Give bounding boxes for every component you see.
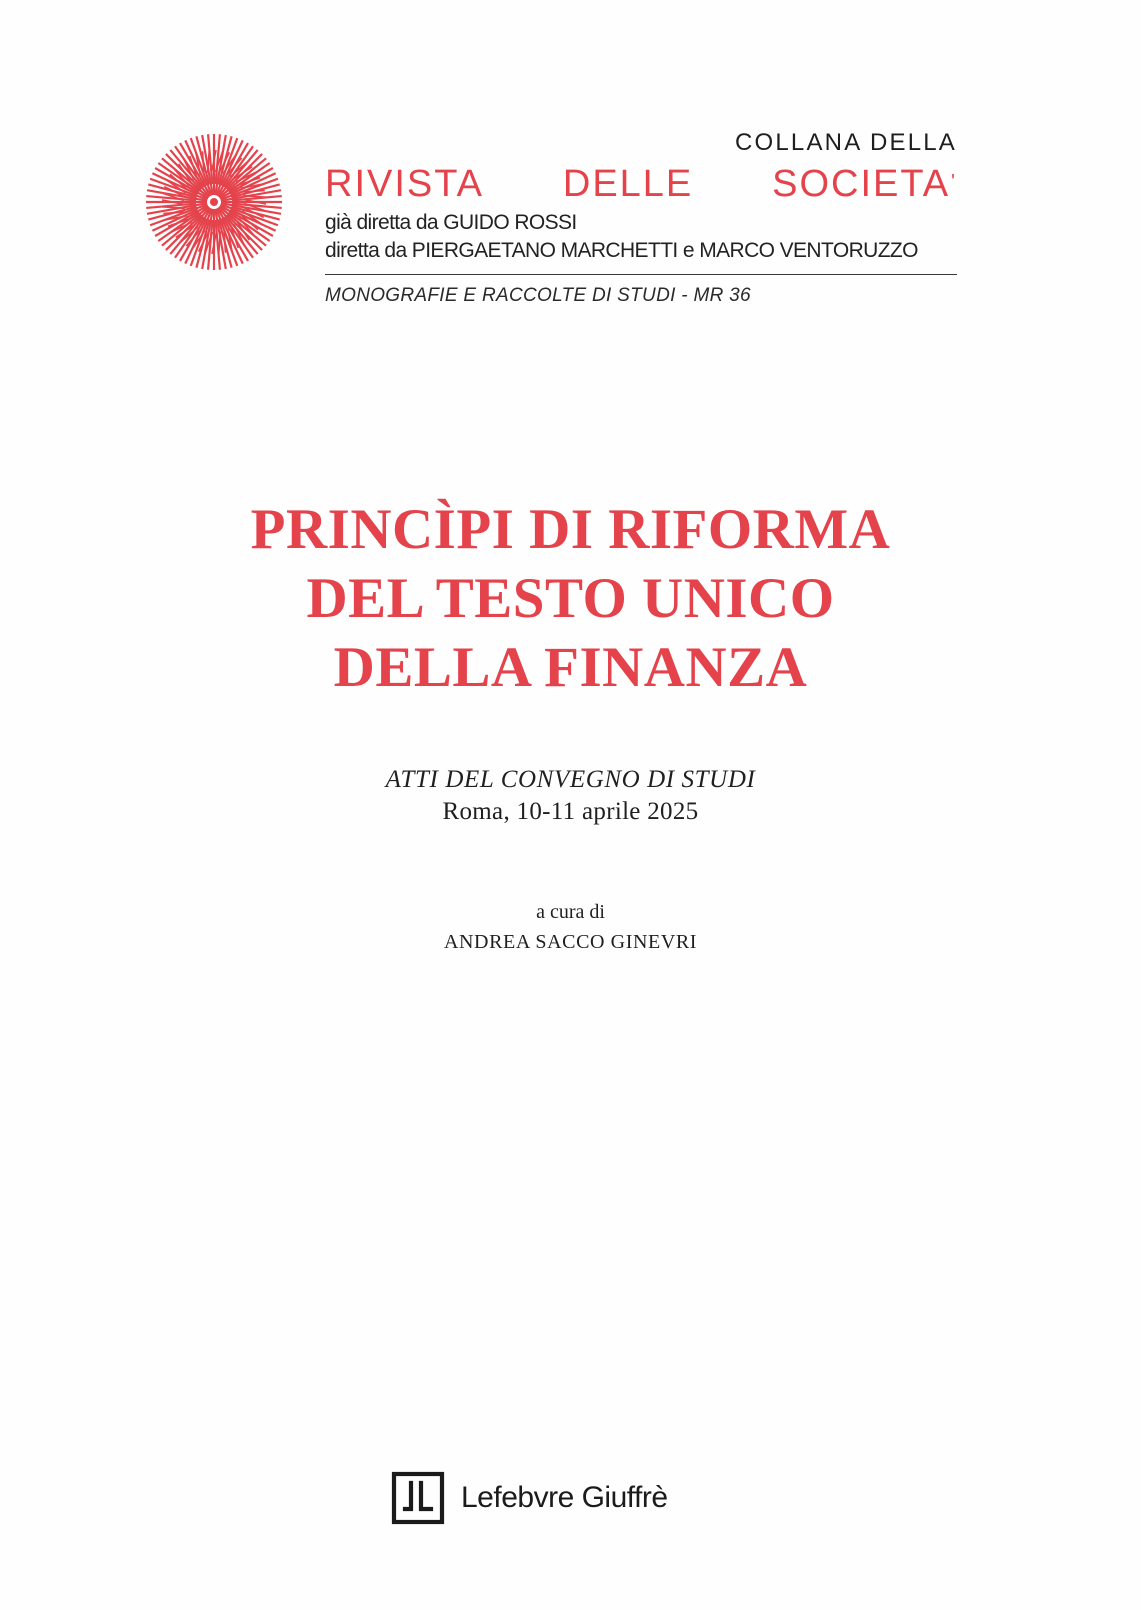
header-divider — [325, 274, 957, 275]
book-title-line-1: PRINCÌPI DI RIFORMA — [250, 498, 891, 561]
journal-title-word-1: RIVISTA — [325, 163, 484, 205]
conference-proceedings-label: ATTI DEL CONVEGNO DI STUDI — [385, 766, 756, 793]
book-editor — [0, 897, 1141, 957]
lefebvre-giuffre-logo-icon — [391, 1471, 445, 1525]
series-collana-label: COLLANA DELLA — [734, 129, 957, 156]
sunburst-emblem-icon — [143, 131, 285, 273]
book-title-line-3: DELLA FINANZA — [333, 636, 808, 699]
series-journal-title — [325, 162, 957, 206]
series-directors — [325, 209, 957, 265]
book-title-line-2: DEL TESTO UNICO — [306, 567, 835, 630]
journal-title-apostrophe: ' — [951, 171, 957, 193]
publisher-name: Lefebvre Giuffrè — [461, 1481, 668, 1514]
book-title — [0, 495, 1141, 702]
series-number: MONOGRAFIE E RACCOLTE DI STUDI - MR 36 — [325, 285, 751, 306]
book-subtitle — [0, 765, 1141, 829]
conference-place-date: Roma, 10-11 aprile 2025 — [442, 798, 699, 825]
journal-title-word-3 — [772, 162, 957, 206]
series-header — [325, 128, 957, 308]
journal-title-word-2: DELLE — [562, 163, 694, 205]
directors-line: diretta da PIERGAETANO MARCHETTI e MARCO VENTORUZZO — [325, 239, 918, 262]
journal-title-word-3-text: SOCIETA — [772, 163, 951, 205]
editor-name: ANDREA SACCO GINEVRI — [443, 931, 698, 953]
former-director-line: già diretta da GUIDO ROSSI — [325, 211, 577, 234]
editor-label: a cura di — [536, 901, 605, 923]
publisher-imprint — [391, 1470, 668, 1526]
sunburst-center — [210, 198, 218, 206]
